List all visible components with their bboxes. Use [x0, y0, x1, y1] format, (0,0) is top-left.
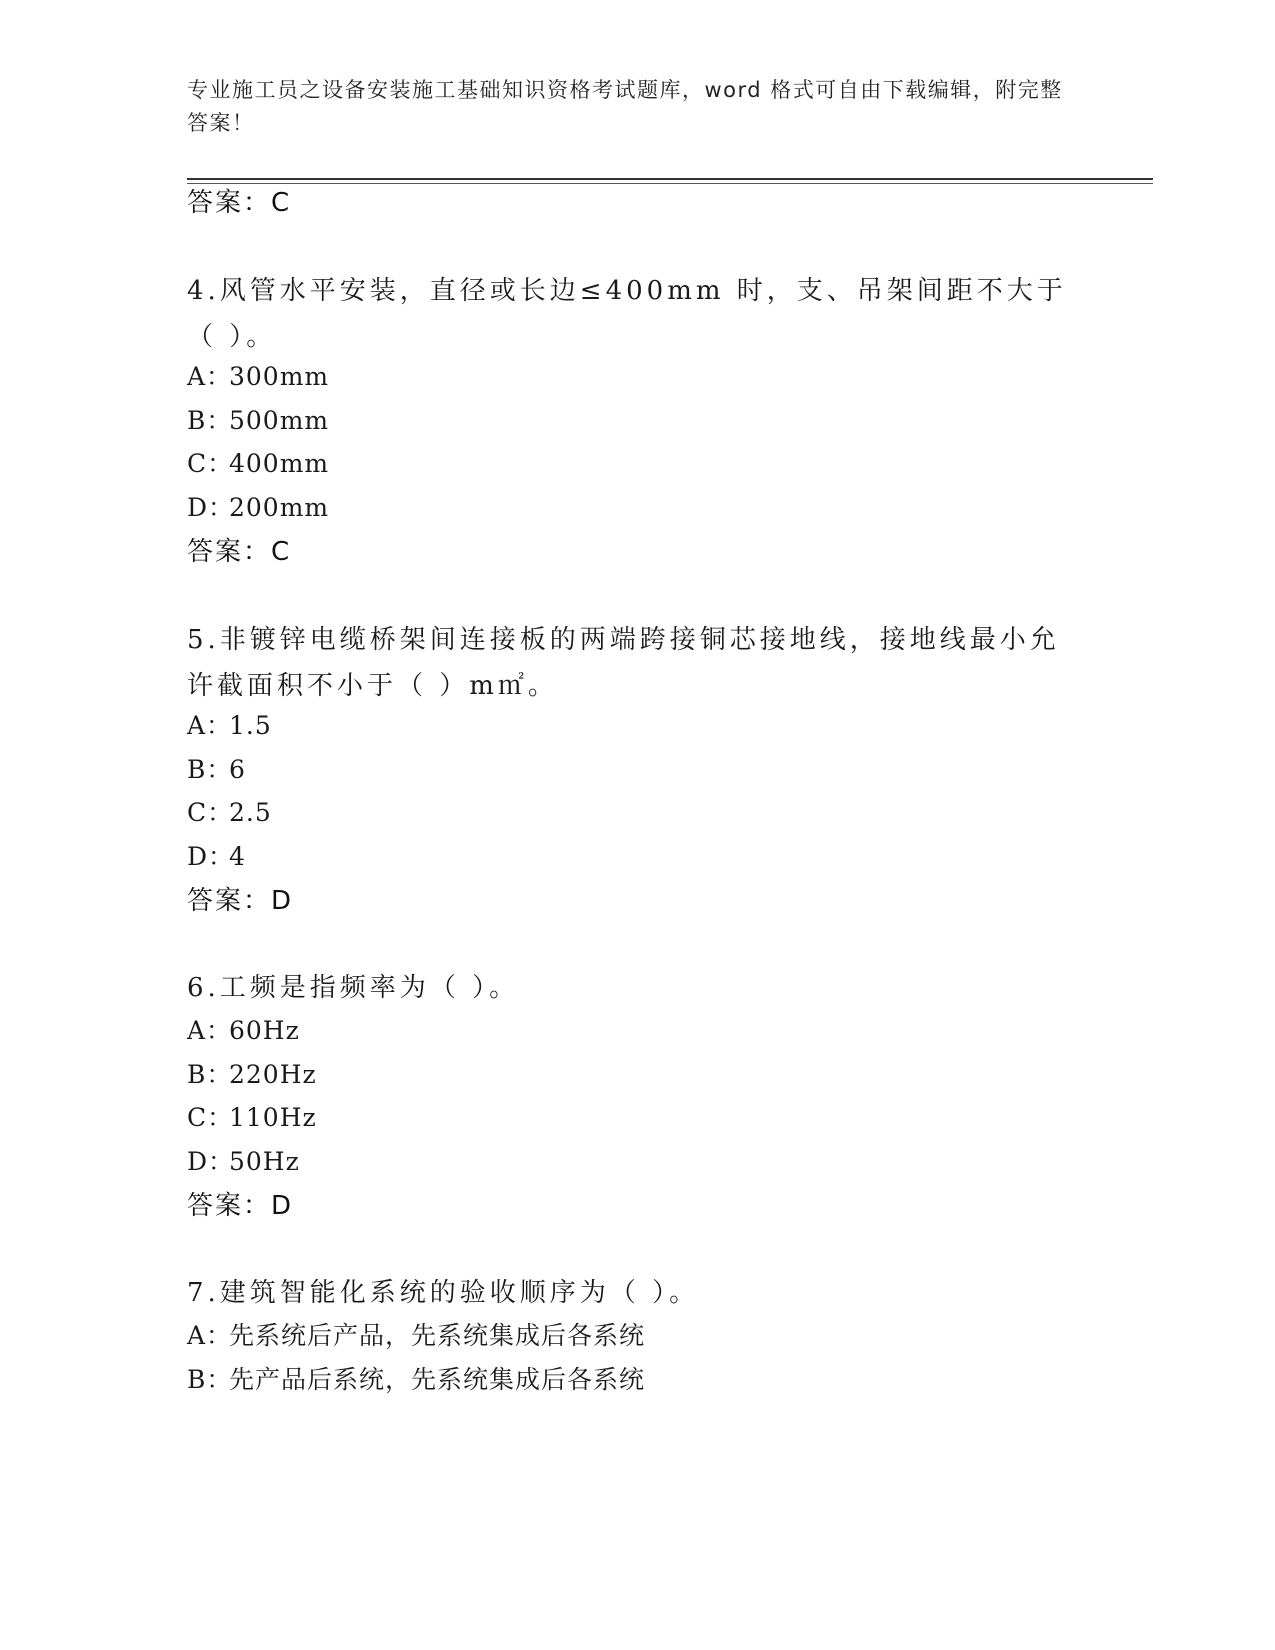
option-c	[187, 1101, 317, 1135]
option-b	[187, 404, 329, 438]
option-d	[187, 840, 246, 874]
question-4-text: 4.风管水平安装，直径或长边≤400mm 时，支、吊架间距不大于（ ）。	[187, 276, 1067, 352]
question-5-text: 5.非镀锌电缆桥架间连接板的两端跨接铜芯接地线，接地线最小允许截面积不小于（ ）m㎡。	[187, 625, 1060, 701]
option-value: 200mm	[229, 493, 330, 522]
option-value: 220Hz	[229, 1060, 317, 1089]
header-divider-thick	[187, 178, 1153, 180]
option-value: 2.5	[229, 798, 272, 827]
option-d	[187, 491, 329, 525]
option-letter: D：	[187, 493, 235, 522]
option-b	[187, 1058, 317, 1092]
option-letter: A：	[187, 362, 233, 391]
answer-label: 答案：C	[187, 537, 292, 567]
option-value: 300mm	[229, 362, 330, 391]
document-header: 专业施工员之设备安装施工基础知识资格考试题库，word 格式可自由下载编辑，附完整答案！	[187, 78, 1063, 135]
question-7-text: 7.建筑智能化系统的验收顺序为（ ）。	[187, 1278, 700, 1308]
option-b	[187, 753, 246, 787]
option-letter: B：	[187, 406, 233, 435]
option-d	[187, 1145, 300, 1179]
option-value: 500mm	[229, 406, 330, 435]
option-c	[187, 796, 272, 830]
header-divider-thin	[187, 183, 1153, 184]
option-value: 50Hz	[229, 1147, 300, 1176]
option-letter: B：	[187, 1060, 233, 1089]
option-value: 4	[229, 842, 246, 871]
answer-label: 答案：D	[187, 886, 294, 916]
answer-label: 答案：D	[187, 1191, 294, 1221]
option-a	[187, 709, 272, 743]
option-a	[187, 1319, 645, 1353]
answer-label: 答案：C	[187, 188, 292, 218]
question-6-text: 6.工频是指频率为（ ）。	[187, 973, 520, 1003]
option-c	[187, 447, 329, 481]
option-letter: A：	[187, 1016, 233, 1045]
option-a	[187, 1014, 300, 1048]
option-value: 6	[229, 755, 246, 784]
option-letter: B：	[187, 1365, 233, 1394]
option-value: 先系统后产品，先系统集成后各系统	[229, 1321, 646, 1350]
option-value: 1.5	[229, 711, 272, 740]
option-letter: A：	[187, 711, 233, 740]
option-letter: D：	[187, 842, 235, 871]
option-value: 110Hz	[229, 1103, 317, 1132]
option-value: 400mm	[229, 449, 330, 478]
option-a	[187, 360, 329, 394]
option-letter: A：	[187, 1321, 233, 1350]
option-b	[187, 1363, 645, 1397]
option-value: 60Hz	[229, 1016, 300, 1045]
option-letter: C：	[187, 798, 234, 827]
option-letter: D：	[187, 1147, 235, 1176]
option-letter: C：	[187, 449, 234, 478]
option-value: 先产品后系统，先系统集成后各系统	[229, 1365, 646, 1394]
option-letter: C：	[187, 1103, 234, 1132]
option-letter: B：	[187, 755, 233, 784]
